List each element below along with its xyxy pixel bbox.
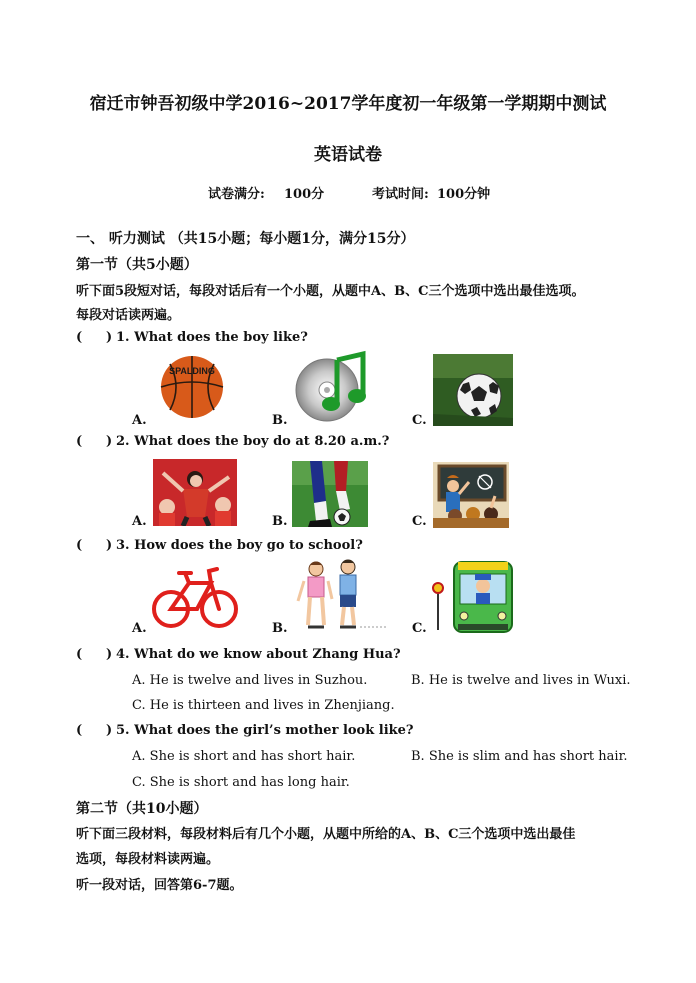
option-label: C. — [412, 621, 427, 636]
question-1-text: 1. What does the boy like? — [116, 330, 308, 345]
option-a — [132, 673, 367, 688]
option-label: C. — [412, 413, 427, 428]
exam-subtitle: 英语试卷 — [314, 145, 382, 165]
exam-time-value: 100分钟 — [437, 187, 491, 202]
question-4-text: 4. What do we know about Zhang Hua? — [116, 647, 401, 662]
option-b — [411, 673, 631, 688]
section2-instructions-line2: 选项，每段材料读两遍。 — [76, 852, 220, 867]
option-label: B. — [272, 621, 288, 636]
option-label: C. — [412, 514, 427, 529]
answer-bracket-open: ( — [76, 723, 83, 738]
section1-instructions-line1: 听下面5段短对话，每段对话后有一个小题，从题中A、B、C三个选项中选出最佳选项。 — [76, 284, 585, 299]
option-b — [411, 749, 627, 764]
bus-icon — [432, 558, 516, 636]
option-text: He is twelve and lives in Wuxi. — [428, 673, 631, 688]
answer-bracket-open: ( — [76, 647, 83, 662]
walking-icon — [294, 557, 390, 635]
soccer-ball-icon — [433, 354, 513, 426]
question-3-text: 3. How does the boy go to school? — [116, 538, 363, 553]
option-label: B. — [411, 673, 425, 688]
exam-time-label: 考试时间: — [372, 187, 429, 202]
option-label: B. — [272, 514, 288, 529]
option-text: She is short and has short hair. — [149, 749, 356, 764]
morning-exercise-icon — [153, 459, 237, 526]
answer-bracket-open: ( — [76, 434, 83, 449]
classroom-icon — [433, 462, 509, 528]
music-cd-icon — [293, 350, 371, 422]
option-label: A. — [132, 673, 146, 688]
option-c — [132, 775, 350, 790]
option-label: A. — [132, 413, 147, 428]
option-text: She is slim and has short hair. — [428, 749, 628, 764]
option-text: He is thirteen and lives in Zhenjiang. — [149, 698, 395, 713]
dialogue-note: 听一段对话，回答第6-7题。 — [76, 878, 243, 893]
question-2-text: 2. What does the boy do at 8.20 a.m.? — [116, 434, 390, 449]
option-label: C. — [132, 698, 146, 713]
answer-bracket-open: ( — [76, 538, 83, 553]
exam-title: 宿迁市钟吾初级中学2016~2017学年度初一年级第一学期期中测试 — [89, 94, 607, 114]
full-score-label: 试卷满分: — [208, 187, 265, 202]
answer-bracket-close: ) — [106, 538, 113, 553]
answer-bracket-close: ) — [106, 647, 113, 662]
question-5-text: 5. What does the girl’s mother look like? — [116, 723, 414, 738]
section1-instructions-line2: 每段对话读两遍。 — [76, 308, 181, 323]
answer-bracket-close: ) — [106, 330, 113, 345]
section2-title: 第二节（共10小题） — [76, 801, 208, 817]
answer-bracket-close: ) — [106, 434, 113, 449]
answer-bracket-open: ( — [76, 330, 83, 345]
option-c — [132, 698, 395, 713]
option-text: She is short and has long hair. — [149, 775, 350, 790]
section2-instructions-line1: 听下面三段材料，每段材料后有几个小题，从题中所给的A、B、C三个选项中选出最佳 — [76, 827, 576, 842]
option-label: A. — [132, 621, 147, 636]
option-label: A. — [132, 749, 146, 764]
option-label: B. — [272, 413, 288, 428]
playing-football-icon — [292, 461, 368, 527]
section1-title: 第一节（共5小题） — [76, 257, 198, 273]
part1-heading: 一、 听力测试 （共15小题；每小题1分，满分15分） — [76, 231, 415, 247]
answer-bracket-close: ) — [106, 723, 113, 738]
option-text: He is twelve and lives in Suzhou. — [149, 673, 368, 688]
option-label: C. — [132, 775, 146, 790]
svg-text:SPALDING: SPALDING — [169, 366, 215, 376]
option-label: B. — [411, 749, 425, 764]
bicycle-icon — [151, 563, 239, 633]
basketball-icon — [152, 352, 232, 418]
full-score-value: 100分 — [284, 187, 325, 202]
option-a — [132, 749, 355, 764]
option-label: A. — [132, 514, 147, 529]
